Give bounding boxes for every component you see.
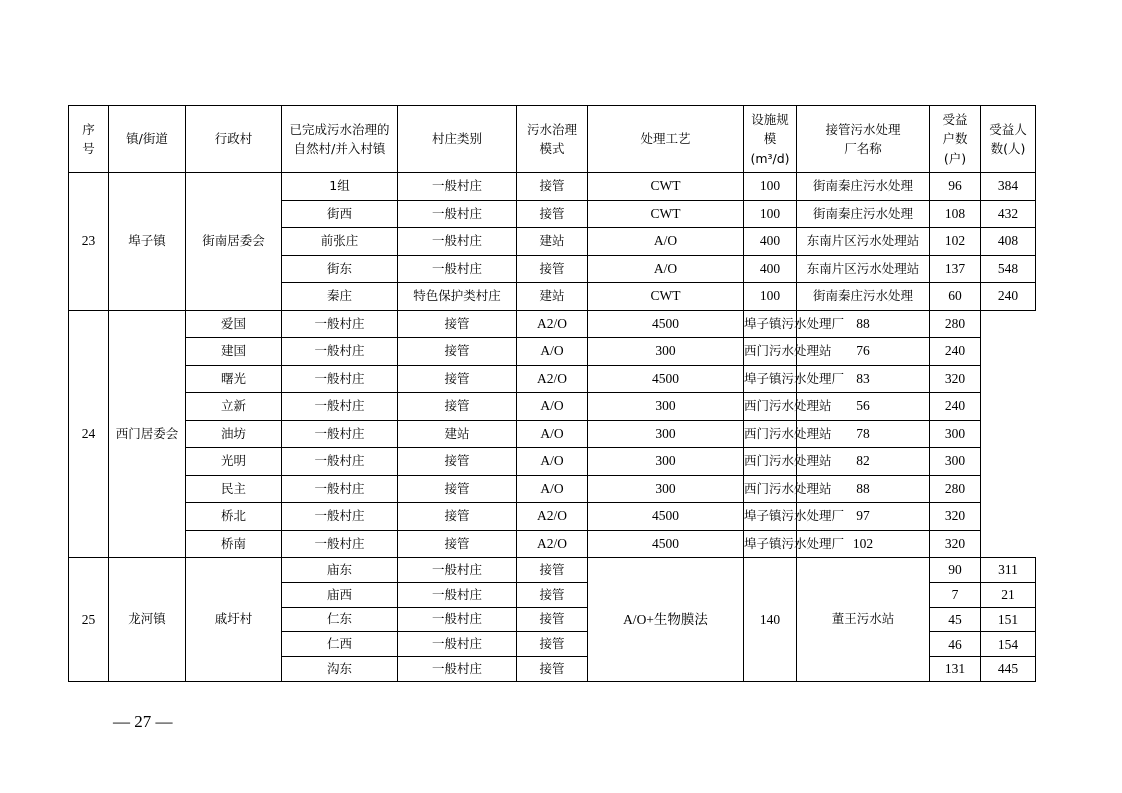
people-cell: 300 (930, 448, 981, 476)
households-cell: 78 (797, 420, 930, 448)
village-cell: 曙光 (186, 365, 282, 393)
type-cell: 特色保护类村庄 (398, 283, 517, 311)
mode-cell: 接管 (517, 255, 588, 283)
process-cell: CWT (588, 173, 744, 201)
type-cell: 一般村庄 (282, 365, 398, 393)
group-25 (69, 558, 1036, 682)
village-cell: 秦庄 (282, 283, 398, 311)
people-cell: 445 (981, 657, 1036, 682)
households-cell: 90 (930, 558, 981, 583)
households-cell: 108 (930, 200, 981, 228)
people-cell: 408 (981, 228, 1036, 256)
people-cell: 21 (981, 582, 1036, 607)
mode-cell: 接管 (517, 582, 588, 607)
type-cell: 一般村庄 (398, 607, 517, 632)
table-row (69, 338, 1036, 366)
mode-cell: 接管 (517, 607, 588, 632)
table-row (69, 530, 1036, 558)
process-cell: A2/O (517, 530, 588, 558)
type-cell: 一般村庄 (398, 632, 517, 657)
seq-cell: 25 (69, 558, 109, 682)
town-cell: 埠子镇 (109, 173, 186, 311)
scale-cell: 100 (744, 200, 797, 228)
type-cell: 一般村庄 (398, 558, 517, 583)
households-cell: 82 (797, 448, 930, 476)
type-cell: 一般村庄 (282, 448, 398, 476)
header-admin-village: 行政村 (186, 106, 282, 173)
table-row (69, 558, 1036, 583)
header-seq: 序号 (69, 106, 109, 173)
scale-cell: 4500 (588, 365, 744, 393)
plant-cell: 西门污水处理站 (744, 448, 797, 476)
admin-village-cell: 西门居委会 (109, 310, 186, 558)
process-cell: A/O (517, 393, 588, 421)
households-cell: 88 (797, 475, 930, 503)
village-cell: 1组 (282, 173, 398, 201)
mode-cell: 接管 (517, 657, 588, 682)
type-cell: 一般村庄 (282, 338, 398, 366)
type-cell: 一般村庄 (282, 393, 398, 421)
mode-cell: 建站 (517, 283, 588, 311)
process-cell: A/O (517, 475, 588, 503)
scale-cell: 400 (744, 228, 797, 256)
header-process: 处理工艺 (588, 106, 744, 173)
seq-cell: 23 (69, 173, 109, 311)
table-row (69, 475, 1036, 503)
plant-cell: 西门污水处理站 (744, 475, 797, 503)
plant-cell: 埠子镇污水处理厂 (744, 530, 797, 558)
type-cell: 一般村庄 (398, 657, 517, 682)
plant-cell: 街南秦庄污水处理 (797, 283, 930, 311)
people-cell: 240 (930, 338, 981, 366)
mode-cell: 接管 (398, 365, 517, 393)
process-cell: A/O (517, 420, 588, 448)
people-cell: 151 (981, 607, 1036, 632)
page-number: — 27 — (113, 712, 173, 731)
households-cell: 56 (797, 393, 930, 421)
type-cell: 一般村庄 (398, 255, 517, 283)
people-cell: 300 (930, 420, 981, 448)
village-cell: 仁西 (282, 632, 398, 657)
village-cell: 爱国 (186, 310, 282, 338)
header-village-type: 村庄类别 (398, 106, 517, 173)
plant-cell: 街南秦庄污水处理 (797, 200, 930, 228)
table-row (69, 503, 1036, 531)
process-cell: A/O (517, 448, 588, 476)
plant-cell: 西门污水处理站 (744, 338, 797, 366)
group-23 (69, 173, 1036, 311)
households-cell: 7 (930, 582, 981, 607)
process-cell: A2/O (517, 503, 588, 531)
households-cell: 45 (930, 607, 981, 632)
households-cell: 131 (930, 657, 981, 682)
seq-cell: 24 (69, 310, 109, 558)
village-cell: 油坊 (186, 420, 282, 448)
type-cell: 一般村庄 (398, 582, 517, 607)
village-cell: 仁东 (282, 607, 398, 632)
scale-cell: 300 (588, 420, 744, 448)
scale-cell: 140 (744, 558, 797, 682)
plant-cell: 董王污水站 (797, 558, 930, 682)
mode-cell: 接管 (398, 393, 517, 421)
village-cell: 前张庄 (282, 228, 398, 256)
village-cell: 庙西 (282, 582, 398, 607)
group-24 (69, 310, 1036, 558)
mode-cell: 接管 (398, 338, 517, 366)
households-cell: 46 (930, 632, 981, 657)
process-cell: A2/O (517, 310, 588, 338)
table-row (69, 365, 1036, 393)
village-sewage-table (68, 105, 1036, 682)
scale-cell: 4500 (588, 530, 744, 558)
admin-village-cell: 街南居委会 (186, 173, 282, 311)
people-cell: 154 (981, 632, 1036, 657)
people-cell: 320 (930, 365, 981, 393)
plant-cell: 街南秦庄污水处理 (797, 173, 930, 201)
header-people: 受益人数(人) (981, 106, 1036, 173)
admin-village-cell: 戚圩村 (186, 558, 282, 682)
village-cell: 庙东 (282, 558, 398, 583)
people-cell: 548 (981, 255, 1036, 283)
table-row (69, 310, 1036, 338)
plant-cell: 东南片区污水处理站 (797, 228, 930, 256)
scale-cell: 300 (588, 475, 744, 503)
households-cell: 83 (797, 365, 930, 393)
households-cell: 97 (797, 503, 930, 531)
mode-cell: 接管 (398, 448, 517, 476)
people-cell: 320 (930, 530, 981, 558)
plant-cell: 埠子镇污水处理厂 (744, 310, 797, 338)
households-cell: 102 (930, 228, 981, 256)
type-cell: 一般村庄 (282, 475, 398, 503)
people-cell: 240 (981, 283, 1036, 311)
plant-cell: 埠子镇污水处理厂 (744, 365, 797, 393)
table-row (69, 173, 1036, 201)
village-cell: 立新 (186, 393, 282, 421)
header-scale: 设施规模(m³/d) (744, 106, 797, 173)
households-cell: 137 (930, 255, 981, 283)
households-cell: 88 (797, 310, 930, 338)
process-cell: CWT (588, 200, 744, 228)
plant-cell: 西门污水处理站 (744, 393, 797, 421)
table-row (69, 420, 1036, 448)
table-row (69, 393, 1036, 421)
header-households: 受益户数(户) (930, 106, 981, 173)
type-cell: 一般村庄 (398, 200, 517, 228)
header-natural-village: 已完成污水治理的自然村/并入村镇 (282, 106, 398, 173)
households-cell: 76 (797, 338, 930, 366)
mode-cell: 接管 (398, 503, 517, 531)
scale-cell: 4500 (588, 310, 744, 338)
process-cell: A/O (517, 338, 588, 366)
people-cell: 311 (981, 558, 1036, 583)
people-cell: 240 (930, 393, 981, 421)
households-cell: 96 (930, 173, 981, 201)
header-plant: 接管污水处理厂名称 (797, 106, 930, 173)
plant-cell: 东南片区污水处理站 (797, 255, 930, 283)
type-cell: 一般村庄 (282, 310, 398, 338)
process-cell: CWT (588, 283, 744, 311)
scale-cell: 300 (588, 448, 744, 476)
households-cell: 60 (930, 283, 981, 311)
people-cell: 384 (981, 173, 1036, 201)
table-header-row (69, 106, 1036, 173)
header-mode: 污水治理模式 (517, 106, 588, 173)
scale-cell: 300 (588, 338, 744, 366)
mode-cell: 建站 (398, 420, 517, 448)
village-cell: 建国 (186, 338, 282, 366)
mode-cell: 接管 (398, 475, 517, 503)
plant-cell: 埠子镇污水处理厂 (744, 503, 797, 531)
mode-cell: 接管 (517, 173, 588, 201)
village-cell: 街西 (282, 200, 398, 228)
people-cell: 280 (930, 475, 981, 503)
people-cell: 432 (981, 200, 1036, 228)
households-cell: 102 (797, 530, 930, 558)
plant-cell: 西门污水处理站 (744, 420, 797, 448)
scale-cell: 300 (588, 393, 744, 421)
village-cell: 沟东 (282, 657, 398, 682)
town-cell: 龙河镇 (109, 558, 186, 682)
process-cell: A/O (588, 228, 744, 256)
type-cell: 一般村庄 (398, 173, 517, 201)
type-cell: 一般村庄 (282, 530, 398, 558)
village-cell: 光明 (186, 448, 282, 476)
type-cell: 一般村庄 (282, 503, 398, 531)
process-cell: A/O (588, 255, 744, 283)
village-cell: 桥北 (186, 503, 282, 531)
mode-cell: 接管 (517, 200, 588, 228)
mode-cell: 接管 (398, 530, 517, 558)
village-cell: 民主 (186, 475, 282, 503)
village-cell: 桥南 (186, 530, 282, 558)
process-cell: A/O+生物膜法 (588, 558, 744, 682)
scale-cell: 100 (744, 173, 797, 201)
people-cell: 320 (930, 503, 981, 531)
type-cell: 一般村庄 (282, 420, 398, 448)
mode-cell: 接管 (517, 558, 588, 583)
scale-cell: 100 (744, 283, 797, 311)
scale-cell: 4500 (588, 503, 744, 531)
people-cell: 280 (930, 310, 981, 338)
mode-cell: 接管 (517, 632, 588, 657)
village-cell: 街东 (282, 255, 398, 283)
type-cell: 一般村庄 (398, 228, 517, 256)
header-town: 镇/街道 (109, 106, 186, 173)
process-cell: A2/O (517, 365, 588, 393)
mode-cell: 建站 (517, 228, 588, 256)
table-row (69, 448, 1036, 476)
scale-cell: 400 (744, 255, 797, 283)
mode-cell: 接管 (398, 310, 517, 338)
